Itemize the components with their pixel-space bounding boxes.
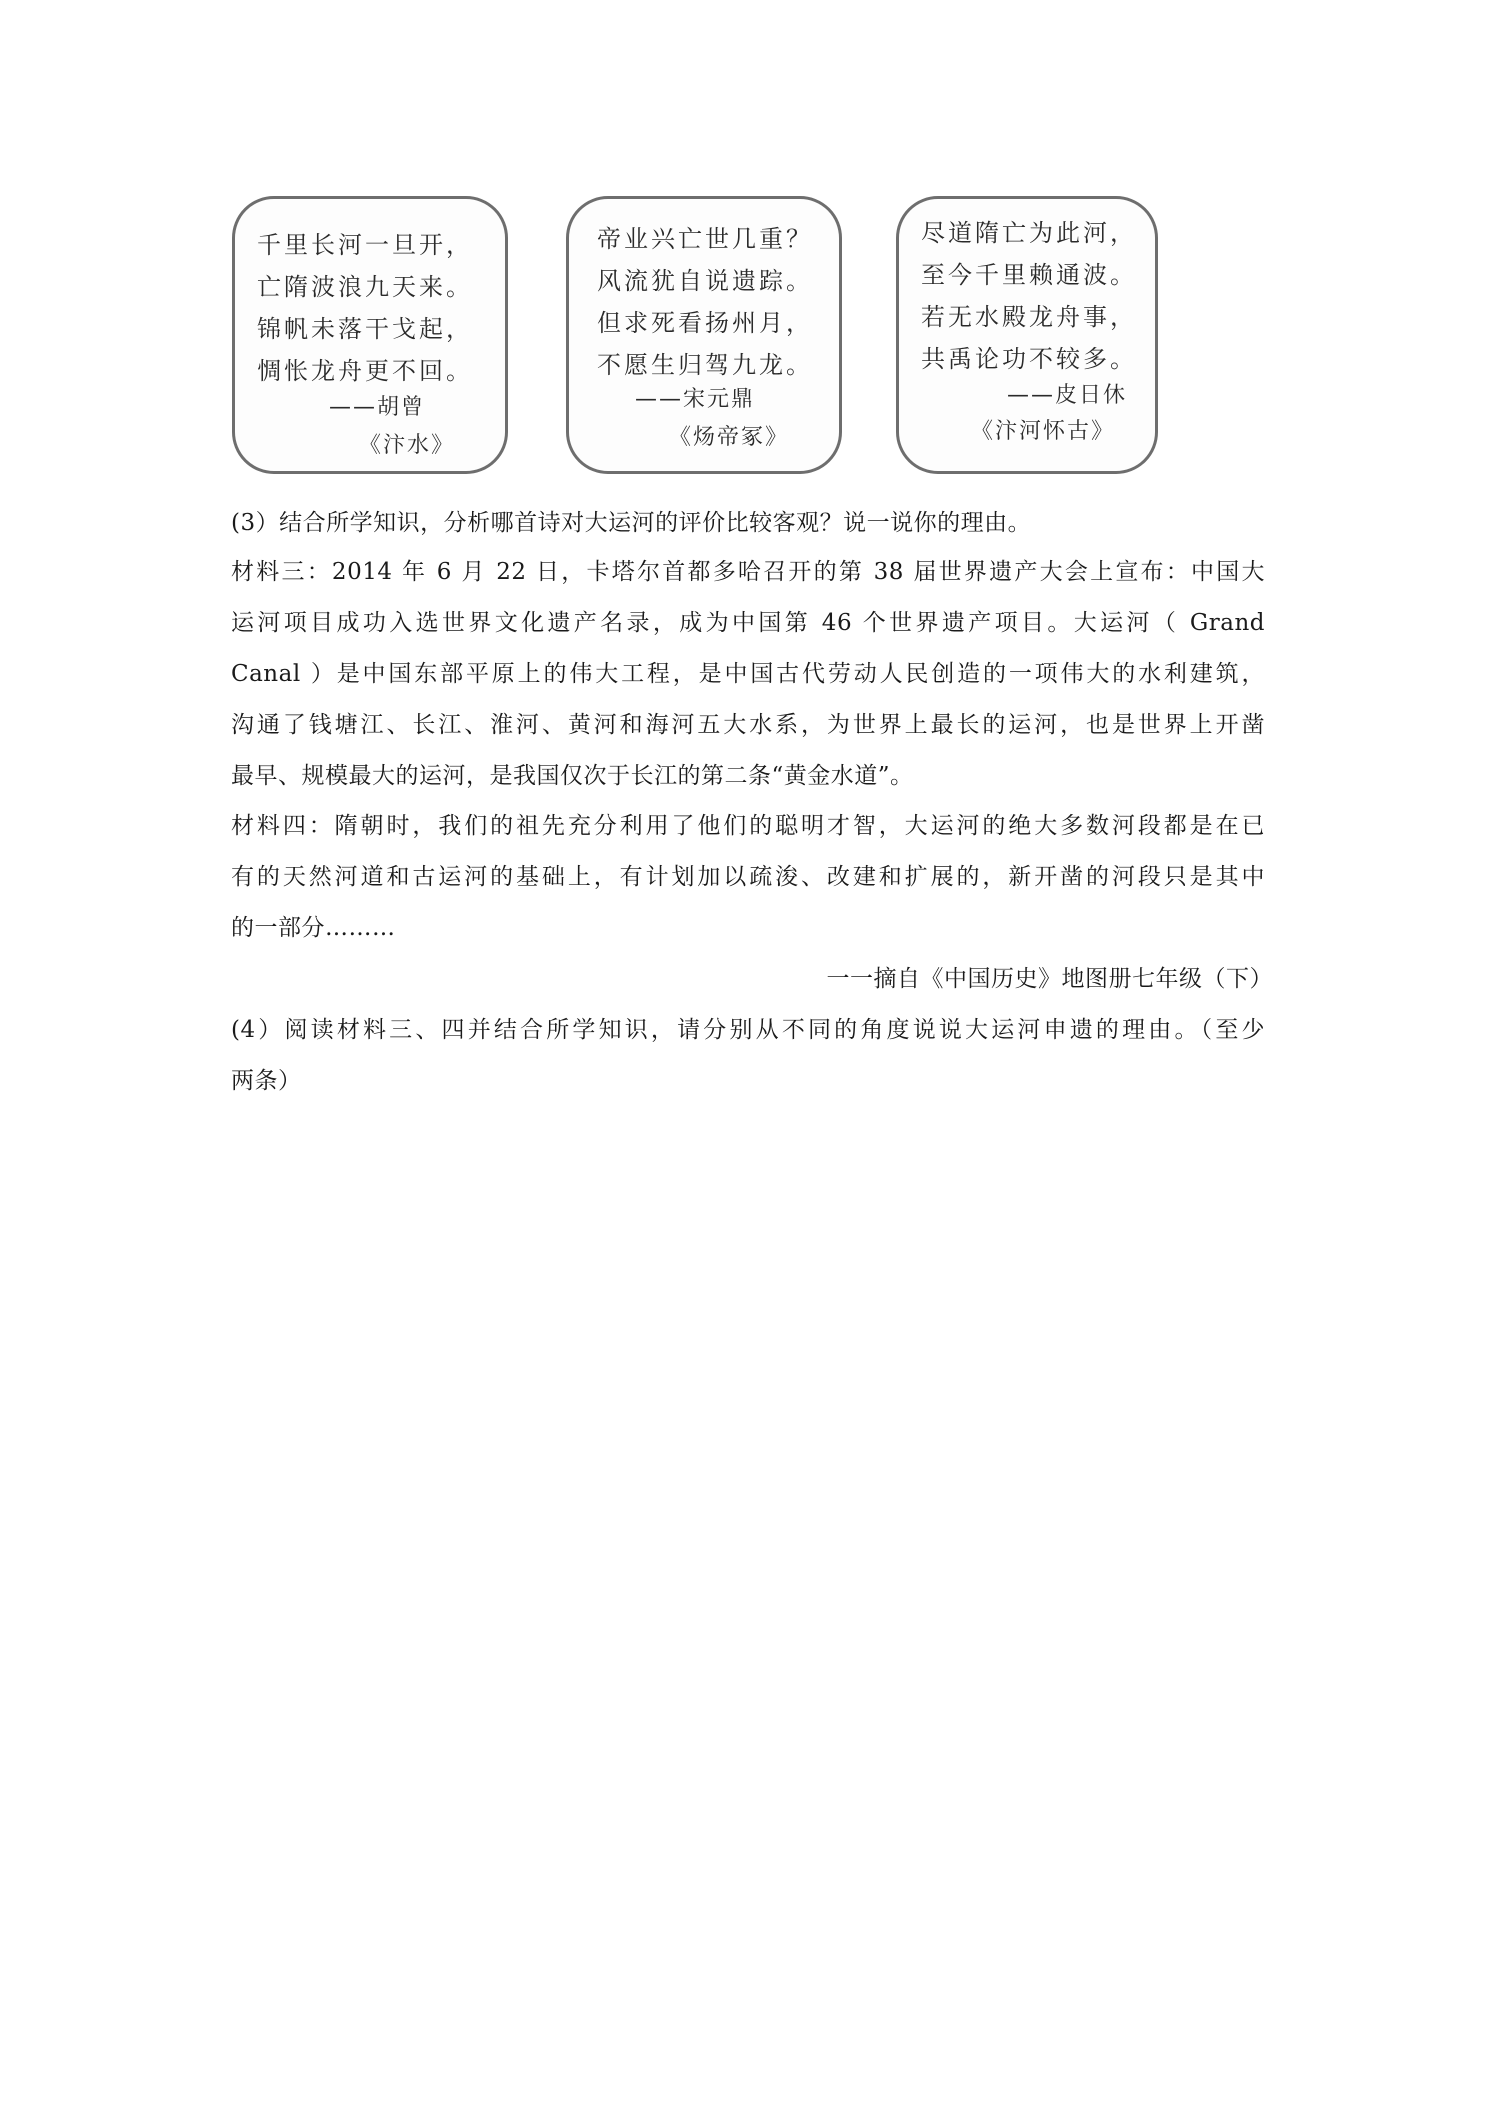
poem-title: 《汴水》: [359, 433, 456, 458]
poem-line: 惆怅龙舟更不回。: [257, 357, 473, 385]
material-3-line: 运河项目成功入选世界文化遗产名录，成为中国第 46 个世界遗产项目。大运河（ Grand: [231, 610, 1265, 636]
poem-line: 帝业兴亡世几重？: [597, 225, 813, 253]
material-4-line: 材料四：隋朝时，我们的祖先充分利用了他们的聪明才智，大运河的绝大多数河段都是在已: [231, 813, 1265, 839]
poem-line: 千里长河一旦开，: [257, 231, 473, 259]
poem-line: 若无水殿龙舟事，: [921, 303, 1137, 331]
question-4-line: 两条）: [231, 1068, 302, 1094]
poem-line: 亡隋波浪九天来。: [257, 273, 473, 301]
poem-card-yangdi-zhong: [566, 196, 842, 474]
poem-author: ——皮日休: [1007, 383, 1128, 408]
material-4-source: 一一摘自《中国历史》地图册七年级（下）: [826, 966, 1273, 992]
poem-author: ——宋元鼎: [635, 387, 756, 412]
poem-line: 至今千里赖通波。: [921, 261, 1137, 289]
poem-line: 风流犹自说遗踪。: [597, 267, 813, 295]
poem-card-bianhe-huaigu: [896, 196, 1158, 474]
poem-title: 《汴河怀古》: [971, 419, 1116, 444]
poem-line: 锦帆未落干戈起，: [257, 315, 473, 343]
material-3-line: Canal ）是中国东部平原上的伟大工程，是中国古代劳动人民创造的一项伟大的水利建筑，: [231, 661, 1265, 687]
material-4-line: 有的天然河道和古运河的基础上，有计划加以疏浚、改建和扩展的，新开凿的河段只是其中: [231, 864, 1265, 890]
poem-line: 尽道隋亡为此河，: [921, 219, 1137, 247]
material-3-line: 最早、规模最大的运河，是我国仅次于长江的第二条“黄金水道”。: [231, 763, 914, 789]
poem-card-bian-shui: [232, 196, 508, 474]
poem-author: ——胡曾: [329, 395, 426, 420]
poem-cards-figure: [0, 0, 1488, 500]
poem-line: 不愿生归驾九龙。: [597, 351, 813, 379]
poem-line: 但求死看扬州月，: [597, 309, 813, 337]
material-3-line: 沟通了钱塘江、长江、淮河、黄河和海河五大水系，为世界上最长的运河，也是世界上开凿: [231, 712, 1265, 738]
material-3-line: 材料三：2014 年 6 月 22 日，卡塔尔首都多哈召开的第 38 届世界遗产大会上宣布：中国大: [231, 559, 1265, 585]
material-4-line: 的一部分………: [231, 915, 396, 941]
question-4-line: (4）阅读材料三、四并结合所学知识，请分别从不同的角度说说大运河申遗的理由。（至少: [231, 1017, 1265, 1043]
question-3: (3）结合所学知识，分析哪首诗对大运河的评价比较客观？说一说你的理由。: [231, 510, 1032, 536]
poem-title: 《炀帝冢》: [669, 425, 790, 450]
poem-line: 共禹论功不较多。: [921, 345, 1137, 373]
